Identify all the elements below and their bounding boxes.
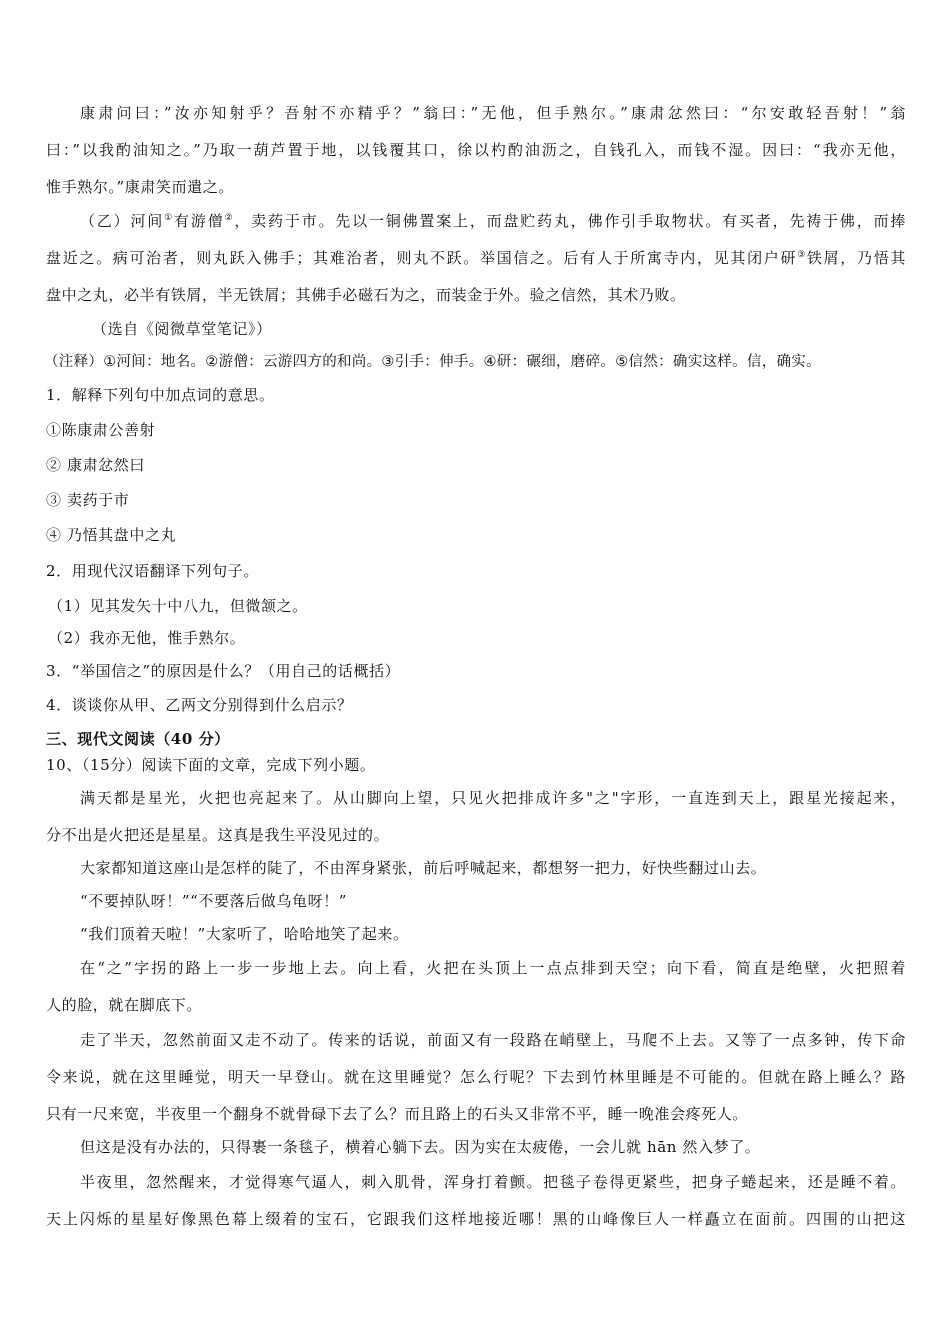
passage-source: （选自《阅微草堂笔记》） (92, 320, 272, 338)
footnote-marker: ① (164, 213, 174, 223)
article-paragraph-8-line-1: 半夜里，忽然醒来，才觉得寒气逼人，刺入肌骨，浑身打着颤。把毯子卷得更紧些，把身子蜷起来，还是睡不着。 (80, 1173, 906, 1191)
article-paragraph-6-line-1: 走了半天，忽然前面又走不动了。传来的话说，前面又有一段路在峭壁上，马爬不上去。又等了一点多钟，传下命 (80, 1031, 906, 1049)
passage-b-text: 铁屑，乃悟其 (806, 249, 906, 267)
article-paragraph-3: “不要掉队呀！”“不要落后做乌龟呀！” (80, 892, 348, 910)
article-paragraph-5-line-1: 在“之”字拐的路上一步一步地上去。向上看，火把在头顶上一点点排到天空；向下看，简直是绝壁，火把照着 (80, 959, 906, 977)
question-2-item-1: （1）见其发矢十中八九，但微颔之。 (48, 597, 308, 615)
question-3: 3．“举国信之”的原因是什么？（用自己的话概括） (46, 662, 401, 680)
question-4: 4．谈谈你从甲、乙两文分别得到什么启示？ (46, 696, 353, 714)
article-paragraph-1-line-2: 分不出是火把还是星星。这真是我生平没见过的。 (46, 826, 390, 844)
passage-b-line-1 (80, 211, 906, 231)
question-1-item-3: ③ 卖药于市 (46, 491, 130, 509)
article-paragraph-6-line-3: 只有一尺来宽，半夜里一个翻身不就骨碌下去了么？而且路上的石头又非常不平，睡一晚准会疼死人。 (46, 1105, 749, 1123)
article-paragraph-8-line-2: 天上闪烁的星星好像黑色幕上缀着的宝石，它跟我们这样地接近哪！黑的山峰像巨人一样矗立在面前。四围的山把这 (46, 1210, 906, 1228)
article-paragraph-2: 大家都知道这座山是怎样的陡了，不由浑身紧张，前后呼喊起来，都想努一把力，好快些翻过山去。 (80, 859, 767, 877)
question-10: 10、（15分）阅读下面的文章，完成下列小题。 (46, 756, 376, 774)
passage-a-line-3: 惟手熟尔。”康肃笑而遣之。 (46, 178, 234, 196)
article-paragraph-7: 但这是没有办法的，只得裹一条毯子，横着心躺下去。因为实在太疲倦，一会儿就 hān 然入梦了。 (80, 1138, 761, 1156)
question-1-item-1: ①陈康肃公善射 (46, 421, 156, 439)
article-paragraph-1-line-1: 满天都是星光，火把也亮起来了。从山脚向上望，只见火把排成许多"之"字形，一直连到天上，跟星光接起来， (80, 789, 906, 807)
question-2: 2．用现代汉语翻译下列句子。 (46, 562, 259, 580)
question-1: 1．解释下列句中加点词的意思。 (46, 386, 275, 404)
footnotes: （注释）①河间：地名。②游僧：云游四方的和尚。③引手：伸手。④研：碾细，磨碎。⑤信然：确实这样。信，确实。 (44, 354, 821, 370)
section-heading: 三、现代文阅读（40 分） (46, 730, 230, 748)
passage-b-text: （乙）河间 (80, 212, 165, 230)
question-1-item-4: ④ 乃悟其盘中之丸 (46, 526, 177, 544)
passage-b-text: ，卖药于市。先以一铜佛置案上，而盘贮药丸，佛作引手取物状。有买者，先祷于佛，而捧 (234, 212, 906, 230)
article-paragraph-6-line-2: 令来说，就在这里睡觉，明天一早登山。就在这里睡觉？怎么行呢？下去到竹林里睡是不可能的。但就在路上睡么？路 (46, 1068, 906, 1086)
passage-b-line-2 (46, 248, 906, 268)
question-1-item-2: ② 康肃忿然曰 (46, 456, 145, 474)
footnote-marker: ② (224, 213, 235, 223)
question-2-item-2: （2）我亦无他，惟手熟尔。 (48, 629, 246, 647)
passage-a-line-2: 曰：”以我酌油知之。”乃取一葫芦置于地，以钱覆其口，徐以杓酌油沥之，自钱孔入，而钱不湿。因曰：“我亦无他， (46, 141, 906, 159)
passage-b-line-3: 盘中之丸，必半有铁屑，半无铁屑；其佛手必磁石为之，而装金于外。验之信然，其术乃败。 (46, 286, 686, 304)
footnote-marker: ③ (797, 250, 807, 260)
passage-a-line-1: 康肃问曰：”汝亦知射乎？吾射不亦精乎？”翁曰：”无他，但手熟尔。”康肃忿然曰：“尔安敢轻吾射！”翁 (80, 104, 906, 122)
article-paragraph-4: “我们顶着天啦！”大家听了，哈哈地笑了起来。 (80, 925, 409, 943)
passage-b-text: 盘近之。病可治者，则丸跃入佛手；其难治者，则丸不跃。举国信之。后有人于所寓寺内，见其闭户研 (46, 249, 798, 267)
passage-b-text: 有游僧 (174, 212, 225, 230)
article-paragraph-5-line-2: 人的脸，就在脚底下。 (46, 996, 203, 1014)
